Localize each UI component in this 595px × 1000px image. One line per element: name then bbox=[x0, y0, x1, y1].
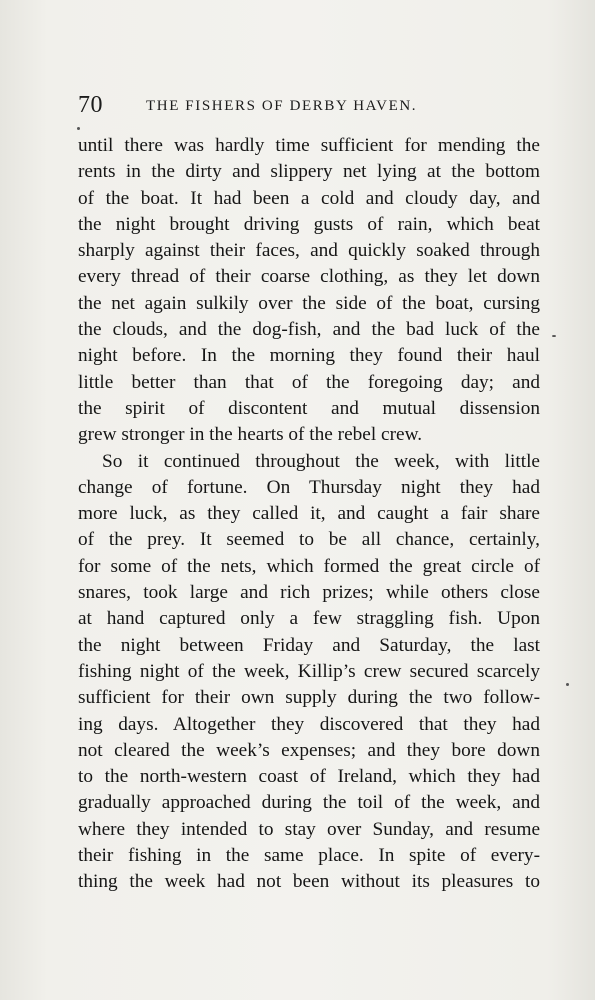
text-line: not cleared the week’s expenses; and they bore down bbox=[78, 739, 540, 761]
text-line: little better than that of the foregoing day; and bbox=[78, 371, 540, 393]
text-line: night before. In the morning they found their haul bbox=[78, 345, 540, 367]
page-header bbox=[78, 92, 540, 122]
text-line: their fishing in the same place. In spite of every- bbox=[78, 845, 540, 867]
page-number: 70 bbox=[78, 92, 103, 118]
text-line: thing the week had not been without its pleasures to bbox=[78, 871, 540, 893]
text-line: where they intended to stay over Sunday, and resume bbox=[78, 818, 540, 840]
text-line: of the prey. It seemed to be all chance, certainly, bbox=[78, 529, 540, 551]
text-line: the night brought driving gusts of rain, which beat bbox=[78, 213, 540, 235]
text-line: until there was hardly time sufficient for mending the bbox=[78, 135, 540, 156]
text-line: of the boat. It had been a cold and cloudy day, and bbox=[78, 187, 540, 209]
text-line: gradually approached during the toil of the week, and bbox=[78, 792, 540, 814]
print-speck-mark bbox=[552, 335, 556, 337]
text-line: to the north-western coast of Ireland, which they had bbox=[78, 766, 540, 788]
text-line: ing days. Altogether they discovered that they had bbox=[78, 713, 540, 735]
text-line: grew stronger in the hearts of the rebel crew. bbox=[78, 424, 423, 446]
text-line: snares, took large and rich prizes; while others close bbox=[78, 582, 540, 604]
text-line: more luck, as they called it, and caught a fair share bbox=[78, 503, 540, 525]
text-line: the net again sulkily over the side of the boat, cursing bbox=[78, 292, 540, 314]
text-line: at hand captured only a few straggling fish. Upon bbox=[78, 608, 540, 630]
print-speck-mark bbox=[566, 683, 569, 686]
print-speck-mark bbox=[77, 127, 80, 130]
text-line: fishing night of the week, Killip’s crew secured scarcely bbox=[78, 660, 540, 682]
text-line: every thread of their coarse clothing, as they let down bbox=[78, 266, 540, 288]
text-line: for some of the nets, which formed the great circle of bbox=[78, 555, 540, 577]
text-line: the night between Friday and Saturday, the last bbox=[78, 634, 540, 656]
body-text bbox=[78, 133, 540, 896]
text-line: rents in the dirty and slippery net lying at the bottom bbox=[78, 161, 540, 183]
text-line: the clouds, and the dog-fish, and the bad luck of the bbox=[78, 319, 540, 341]
text-line: So it continued throughout the week, with little bbox=[102, 450, 540, 472]
text-line: the spirit of discontent and mutual dissension bbox=[78, 397, 540, 419]
running-title: THE FISHERS OF DERBY HAVEN. bbox=[146, 98, 418, 114]
text-line: sharply against their faces, and quickly soaked through bbox=[78, 240, 540, 262]
text-line: sufficient for their own supply during the two follow- bbox=[78, 687, 540, 709]
text-line: change of fortune. On Thursday night they had bbox=[78, 476, 540, 498]
